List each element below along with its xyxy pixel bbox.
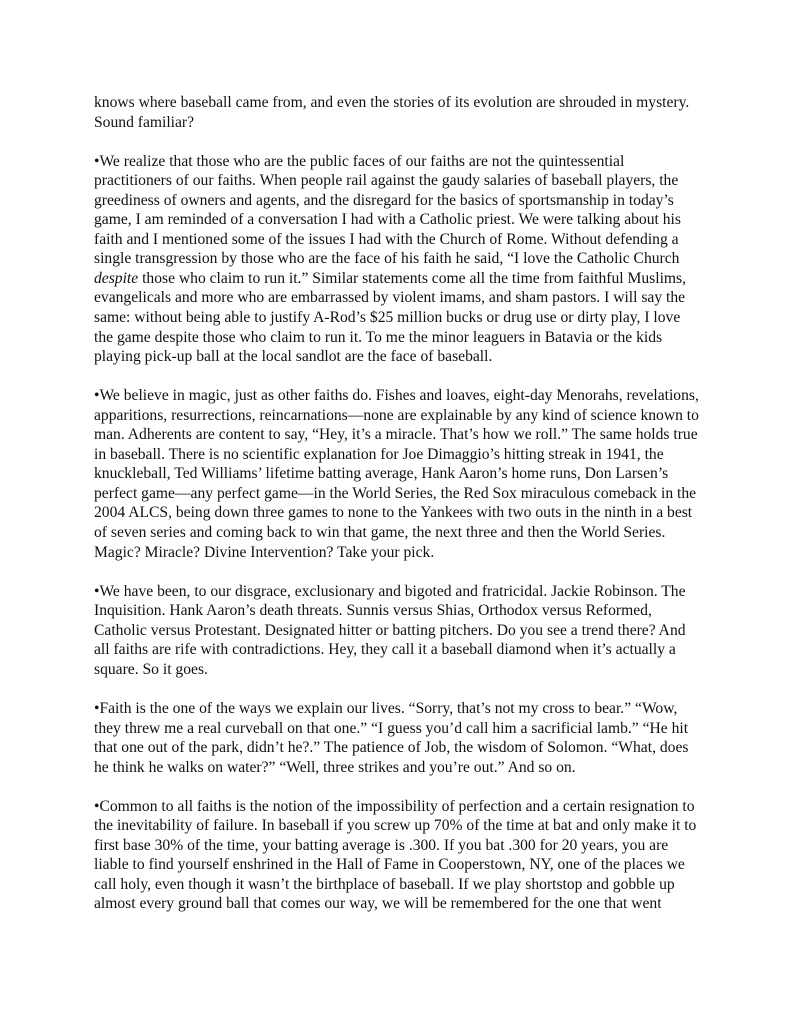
text-line: he think he walks on water?” “Well, three strikes and you’re out.” And so on.: [94, 758, 576, 776]
italic-emphasis: despite: [94, 269, 139, 287]
text-line: faith and I mentioned some of the issues I had with the Church of Rome. Without defending a: [94, 230, 679, 248]
text-line: of seven series and coming back to win that game, the next three and then the World Series.: [94, 524, 666, 542]
text-line: Catholic versus Protestant. Designated hitter or batting pitchers. Do you see a trend there? And: [94, 621, 686, 639]
text-line: •We realize that those who are the public faces of our faiths are not the quintessential: [94, 152, 625, 170]
text-line: single transgression by those who are the face of his faith he said, “I love the Catholic Church: [94, 250, 680, 268]
paragraph-public-faces: [94, 152, 714, 367]
text-line: practitioners of our faiths. When people rail against the gaudy salaries of baseball players, the: [94, 172, 679, 190]
text-line: evangelicals and more who are embarrassed by violent imams, and sham pastors. I will say the: [94, 289, 686, 307]
text-line: same: without being able to justify A-Rod’s $25 million bucks or drug use or dirty play, I love: [94, 309, 681, 327]
paragraph-magic: [94, 386, 714, 562]
text-line: the game despite those who claim to run it. To me the minor leaguers in Batavia or the kids: [94, 328, 663, 346]
paragraph-disgrace: [94, 582, 714, 680]
text-line: Sound familiar?: [94, 113, 195, 131]
text-line: Magic? Miracle? Divine Intervention? Take your pick.: [94, 543, 435, 561]
text-line: square. So it goes.: [94, 660, 208, 678]
text-line: [94, 269, 714, 289]
text-line: liable to find yourself enshrined in the Hall of Fame in Cooperstown, NY, one of the places we: [94, 856, 685, 874]
text-line: •Common to all faiths is the notion of the impossibility of perfection and a certain resignation to: [94, 797, 695, 815]
text-line: •We believe in magic, just as other faiths do. Fishes and loaves, eight-day Menorahs, revelations,: [94, 387, 699, 405]
text-line: Inquisition. Hank Aaron’s death threats. Sunnis versus Shias, Orthodox versus Reformed,: [94, 602, 652, 620]
paragraph-intro-continuation: [94, 93, 714, 132]
text-line: knuckleball, Ted Williams’ lifetime batting average, Hank Aaron’s home runs, Don Larsen’s: [94, 465, 669, 483]
text-line: •Faith is the one of the ways we explain our lives. “Sorry, that’s not my cross to bear.” “Wow,: [94, 699, 678, 717]
text-line: •We have been, to our disgrace, exclusionary and bigoted and fratricidal. Jackie Robinson. The: [94, 582, 686, 600]
text-line: they threw me a real curveball on that one.” “I guess you’d call him a sacrificial lamb.” “He hit: [94, 719, 689, 737]
text-line: 2004 ALCS, being down three games to none to the Yankees with two outs in the ninth in a best: [94, 504, 693, 522]
text-line: man. Adherents are content to say, “Hey, it’s a miracle. That’s how we roll.” The same holds true: [94, 426, 698, 444]
text-line: in baseball. There is no scientific explanation for Joe Dimaggio’s hitting streak in 1941, the: [94, 445, 664, 463]
text-line: greediness of owners and agents, and the disregard for the basics of sportsmanship in today’s: [94, 191, 674, 209]
text-line: apparitions, resurrections, reincarnations—none are explainable by any kind of science known to: [94, 406, 699, 424]
text-line: the inevitability of failure. In baseball if you screw up 70% of the time at bat and only make it to: [94, 817, 697, 835]
text-line: perfect game—any perfect game—in the World Series, the Red Sox miraculous comeback in the: [94, 484, 697, 502]
text-run: those who claim to run it.” Similar statements come all the time from faithful Muslims,: [138, 269, 687, 287]
text-line: knows where baseball came from, and even the stories of its evolution are shrouded in mystery.: [94, 94, 690, 111]
text-line: call holy, even though it wasn’t the birthplace of baseball. If we play shortstop and gobble up: [94, 875, 675, 893]
text-line: almost every ground ball that comes our way, we will be remembered for the one that went: [94, 895, 662, 913]
text-line: first base 30% of the time, your batting average is .300. If you bat .300 for 20 years, you are: [94, 836, 669, 854]
text-line: that one out of the park, didn’t he?.” The patience of Job, the wisdom of Solomon. “What, does: [94, 739, 689, 757]
paragraph-perfection: [94, 797, 714, 914]
paragraph-explain-lives: [94, 699, 714, 777]
text-line: playing pick-up ball at the local sandlot are the face of baseball.: [94, 348, 493, 366]
text-line: game, I am reminded of a conversation I had with a Catholic priest. We were talking about his: [94, 211, 681, 229]
document-page: [94, 93, 714, 934]
text-line: all faiths are rife with contradictions. Hey, they call it a baseball diamond when it’s actually a: [94, 641, 676, 659]
